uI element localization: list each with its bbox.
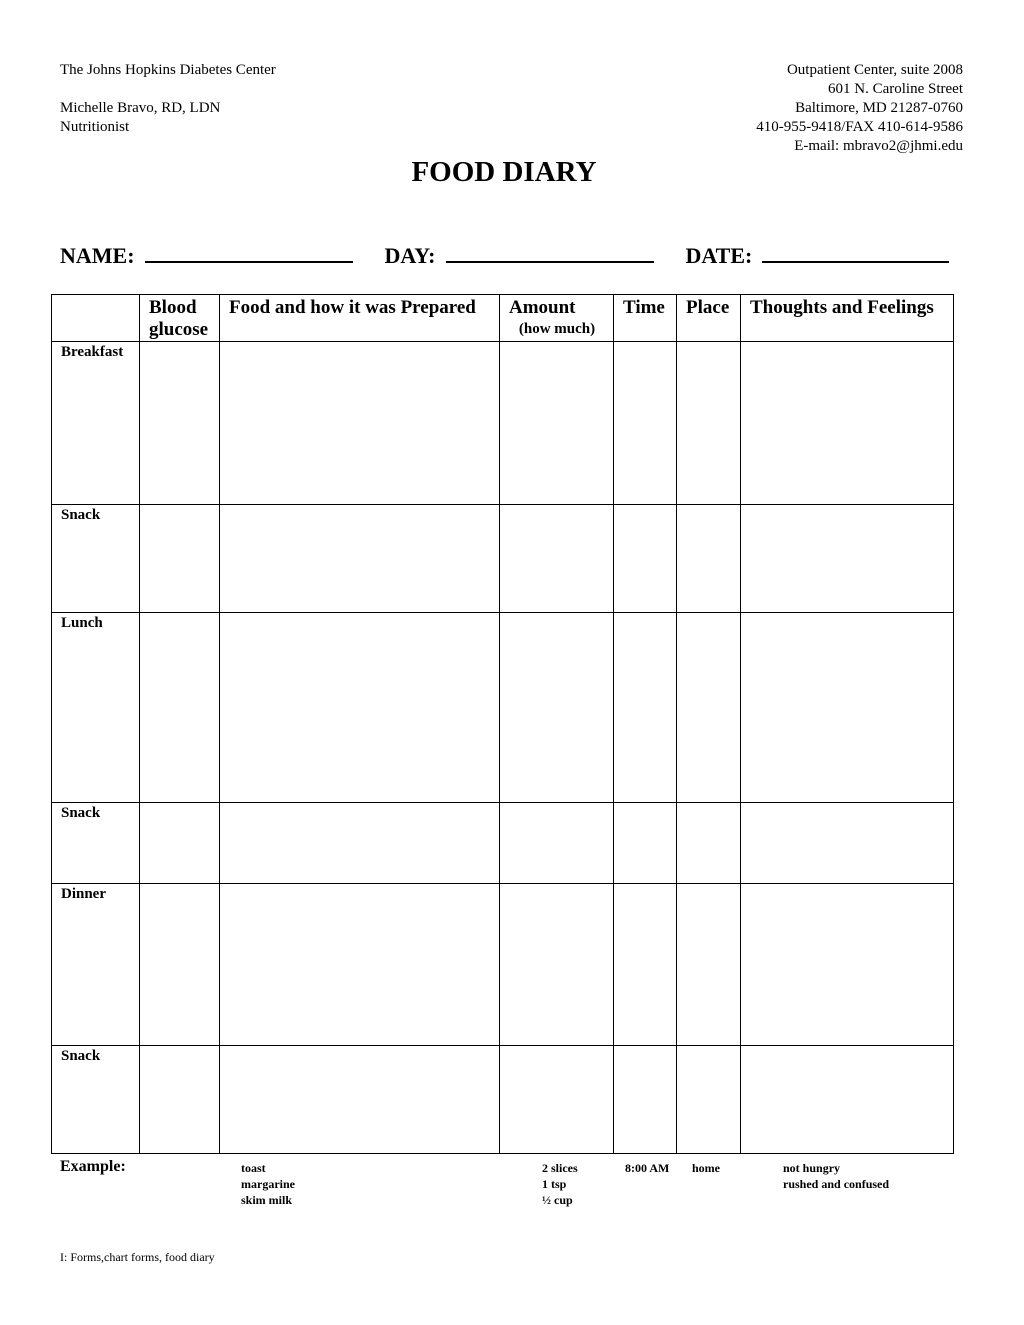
food-cell[interactable] bbox=[220, 505, 500, 613]
example-amount bbox=[542, 1160, 578, 1208]
example-amount-item: ½ cup bbox=[542, 1193, 573, 1207]
example-thoughts-item: rushed and confused bbox=[783, 1177, 890, 1191]
example-place: home bbox=[692, 1161, 720, 1175]
time-cell[interactable] bbox=[614, 613, 677, 803]
blood-glucose-cell[interactable] bbox=[140, 613, 220, 803]
table-row bbox=[52, 884, 954, 1046]
example-thoughts-item: not hungry bbox=[783, 1161, 841, 1175]
time-cell[interactable] bbox=[614, 342, 677, 505]
date-label: DATE: bbox=[685, 243, 753, 268]
time-header: Time bbox=[614, 295, 677, 342]
amount-header-sub: (how much) bbox=[518, 321, 596, 337]
org-name: The Johns Hopkins Diabetes Center bbox=[60, 62, 276, 78]
blood-glucose-cell[interactable] bbox=[140, 342, 220, 505]
place-cell[interactable] bbox=[677, 613, 741, 803]
example-food-item: toast bbox=[241, 1161, 266, 1175]
table-row bbox=[52, 803, 954, 884]
example-food bbox=[241, 1160, 295, 1208]
example-food-item: skim milk bbox=[241, 1193, 293, 1207]
place-header: Place bbox=[677, 295, 741, 342]
header-right bbox=[756, 61, 963, 156]
nutritionist-role: Nutritionist bbox=[60, 119, 130, 135]
time-cell[interactable] bbox=[614, 884, 677, 1046]
name-blank[interactable] bbox=[145, 243, 353, 263]
table-header-row bbox=[52, 295, 954, 342]
example-label: Example: bbox=[60, 1158, 126, 1175]
place-cell[interactable] bbox=[677, 803, 741, 884]
thoughts-cell[interactable] bbox=[741, 342, 954, 505]
table-row bbox=[52, 505, 954, 613]
food-cell[interactable] bbox=[220, 342, 500, 505]
amount-cell[interactable] bbox=[500, 505, 614, 613]
table-row bbox=[52, 342, 954, 505]
place-cell[interactable] bbox=[677, 884, 741, 1046]
example-thoughts bbox=[783, 1160, 889, 1192]
amount-header-label: Amount bbox=[509, 297, 576, 318]
food-cell[interactable] bbox=[220, 1046, 500, 1154]
header-left bbox=[60, 61, 276, 137]
meal-column-header bbox=[52, 295, 140, 342]
table-row bbox=[52, 1046, 954, 1154]
amount-cell[interactable] bbox=[500, 342, 614, 505]
address-line-1: Outpatient Center, suite 2008 bbox=[786, 62, 963, 78]
food-diary-table bbox=[51, 294, 954, 1154]
example-amount-item: 2 slices bbox=[542, 1161, 578, 1175]
amount-cell[interactable] bbox=[500, 803, 614, 884]
thoughts-cell[interactable] bbox=[741, 884, 954, 1046]
food-header: Food and how it was Prepared bbox=[220, 295, 500, 342]
place-cell[interactable] bbox=[677, 1046, 741, 1154]
meal-label: Dinner bbox=[52, 884, 140, 1046]
example-time: 8:00 AM bbox=[625, 1161, 670, 1175]
amount-cell[interactable] bbox=[500, 884, 614, 1046]
meal-label: Snack bbox=[52, 803, 140, 884]
name-day-date-row bbox=[60, 243, 959, 269]
thoughts-cell[interactable] bbox=[741, 613, 954, 803]
table-row bbox=[52, 613, 954, 803]
address-line-2: 601 N. Caroline Street bbox=[828, 81, 963, 97]
amount-cell[interactable] bbox=[500, 1046, 614, 1154]
amount-cell[interactable] bbox=[500, 613, 614, 803]
meal-label: Breakfast bbox=[52, 342, 140, 505]
meal-label: Snack bbox=[52, 1046, 140, 1154]
footer-note: I: Forms,chart forms, food diary bbox=[60, 1250, 215, 1264]
thoughts-cell[interactable] bbox=[741, 803, 954, 884]
day-label: DAY: bbox=[384, 243, 436, 268]
time-cell[interactable] bbox=[614, 803, 677, 884]
blood-glucose-cell[interactable] bbox=[140, 505, 220, 613]
time-cell[interactable] bbox=[614, 505, 677, 613]
blood-glucose-cell[interactable] bbox=[140, 803, 220, 884]
example-food-item: margarine bbox=[241, 1177, 295, 1191]
food-cell[interactable] bbox=[220, 613, 500, 803]
name-label: NAME: bbox=[60, 243, 135, 268]
meal-label: Snack bbox=[52, 505, 140, 613]
blood-glucose-header: Blood glucose bbox=[140, 295, 220, 342]
day-blank[interactable] bbox=[446, 243, 654, 263]
food-cell[interactable] bbox=[220, 884, 500, 1046]
thoughts-header: Thoughts and Feelings bbox=[741, 295, 954, 342]
place-cell[interactable] bbox=[677, 342, 741, 505]
example-amount-item: 1 tsp bbox=[542, 1177, 567, 1191]
page-title: FOOD DIARY bbox=[411, 156, 597, 188]
blood-glucose-cell[interactable] bbox=[140, 1046, 220, 1154]
food-cell[interactable] bbox=[220, 803, 500, 884]
address-line-3: Baltimore, MD 21287-0760 bbox=[795, 100, 963, 116]
place-cell[interactable] bbox=[677, 505, 741, 613]
time-cell[interactable] bbox=[614, 1046, 677, 1154]
thoughts-cell[interactable] bbox=[741, 1046, 954, 1154]
blood-glucose-cell[interactable] bbox=[140, 884, 220, 1046]
thoughts-cell[interactable] bbox=[741, 505, 954, 613]
nutritionist-name: Michelle Bravo, RD, LDN bbox=[60, 100, 221, 116]
phone-fax: 410-955-9418/FAX 410-614-9586 bbox=[756, 119, 963, 135]
amount-header bbox=[500, 295, 614, 342]
email: E-mail: mbravo2@jhmi.edu bbox=[794, 138, 963, 154]
date-blank[interactable] bbox=[762, 243, 949, 263]
meal-label: Lunch bbox=[52, 613, 140, 803]
